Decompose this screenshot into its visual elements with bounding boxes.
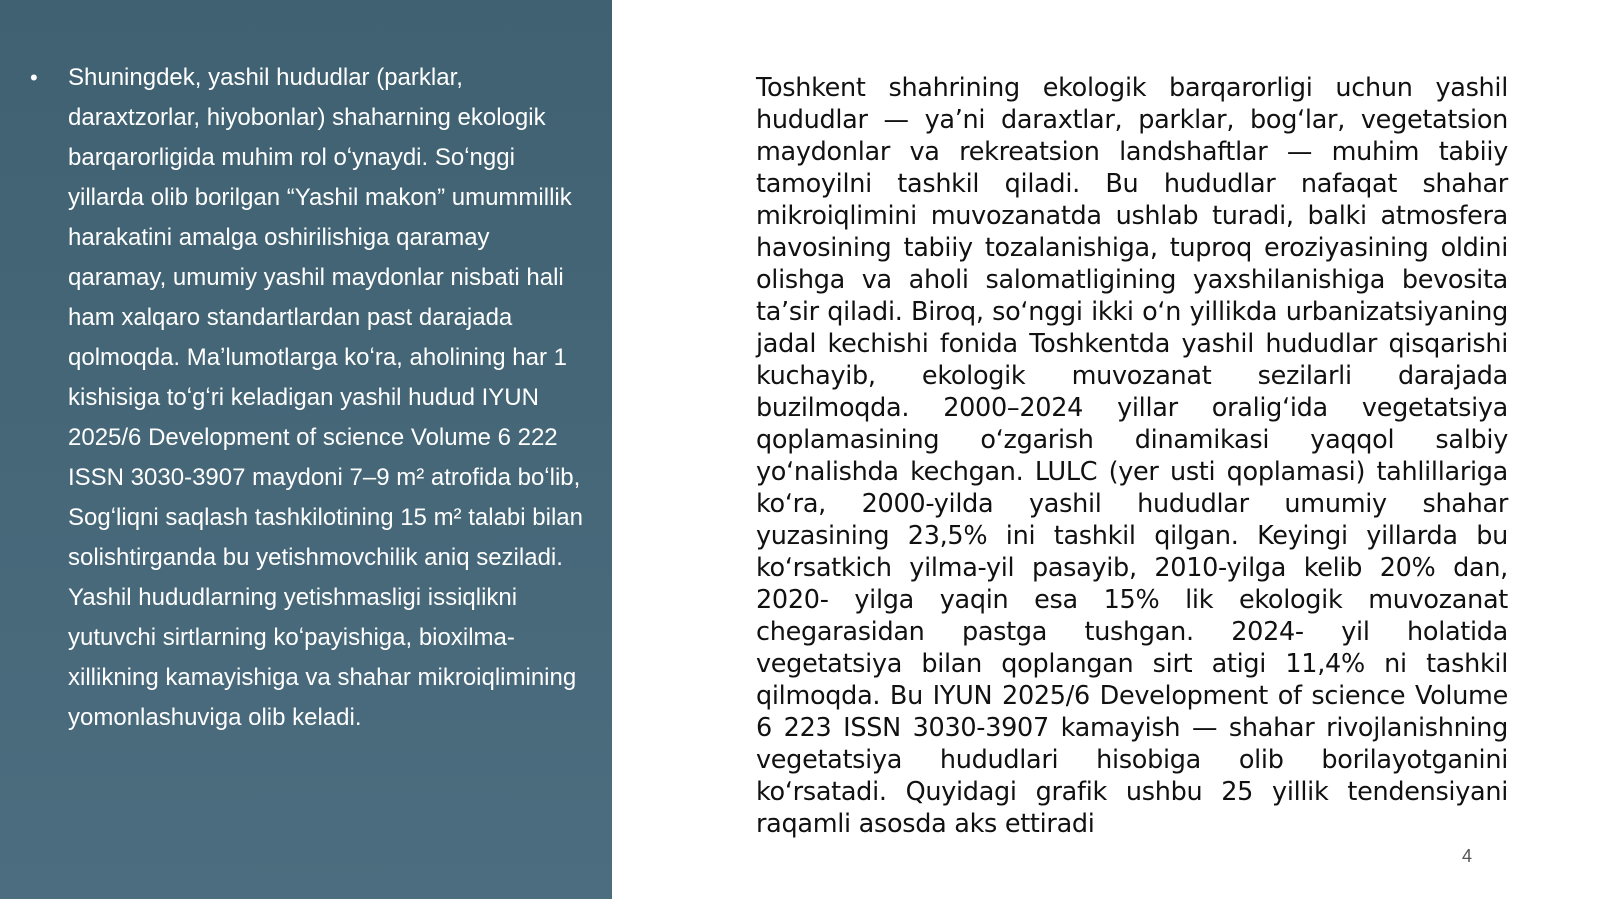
bullet-item <box>30 58 590 738</box>
page-number: 4 <box>1462 846 1473 866</box>
bullet-dot-icon: • <box>30 65 38 90</box>
left-panel <box>0 0 612 899</box>
main-paragraph: Toshkent shahrining ekologik barqarorligi uchun yashil hududlar — yaʼni daraxtlar, parklar, bogʻlar, vegetatsion maydonlar va rekreatsion landshaftlar — muhim tabiiy tamoyilni tashkil qiladi. Bu hududlar nafaqat shahar mikroiqlimini muvozanatda ushlab turadi, balki atmosfera havosining tabiiy tozalanishiga, tuproq eroziyasining oldini olishga va aholi salomatligining yaxshilanishiga bevosita taʼsir qiladi. Biroq, soʻnggi ikki oʻn yillikda urbanizatsiyaning jadal kechishi fonida Toshkentda yashil hududlar qisqarishi kuchayib, ekologik muvozanat sezilarli darajada buzilmoqda. 2000–2024 yillar oraligʻida vegetatsiya qoplamasining oʻzgarish dinamikasi yaqqol salbiy yoʻnalishda kechgan. LULC (yer usti qoplamasi) tahlillariga koʻra, 2000-yilda yashil hududlar umumiy shahar yuzasining 23,5% ini tashkil qilgan. Keyingi yillarda bu koʻrsatkich yilma-yil pasayib, 2010-yilga kelib 20% dan, 2020- yilga yaqin esa 15% lik ekologik muvozanat chegarasidan pastga tushgan. 2024- yil holatida vegetatsiya bilan qoplangan sirt atigi 11,4% ni tashkil qilmoqda. Bu IYUN 2025/6 Development of science Volume 6 223 ISSN 3030-3907 kamayish — shahar rivojlanishning vegetatsiya hududlari hisobiga olib borilayotganini koʻrsatadi. Quyidagi grafik ushbu 25 yillik tendensiyani raqamli asosda aks ettiradi <box>756 73 1508 839</box>
bullet-text: Shuningdek, yashil hududlar (parklar, daraxtzorlar, hiyobonlar) shaharning ekologik barqarorligida muhim rol oʻynaydi. Soʻnggi yillarda olib borilgan “Yashil makon” umummillik harakatini amalga oshirilishiga qaramay qaramay, umumiy yashil maydonlar nisbati hali ham xalqaro standartlardan past darajada qolmoqda. Maʼlumotlarga koʻra, aholining har 1 kishisiga toʻgʻri keladigan yashil hudud IYUN 2025/6 Development of science Volume 6 222 ISSN 3030-3907 maydoni 7–9 m² atrofida boʻlib, Sogʻliqni saqlash tashkilotining 15 m² talabi bilan solishtirganda bu yetishmovchilik aniq seziladi. Yashil hududlarning yetishmasligi issiqlikni yutuvchi sirtlarning koʻpayishiga, bioxilma-xillikning kamayishiga va shahar mikroiqlimining yomonlashuviga olib keladi. <box>68 64 583 731</box>
